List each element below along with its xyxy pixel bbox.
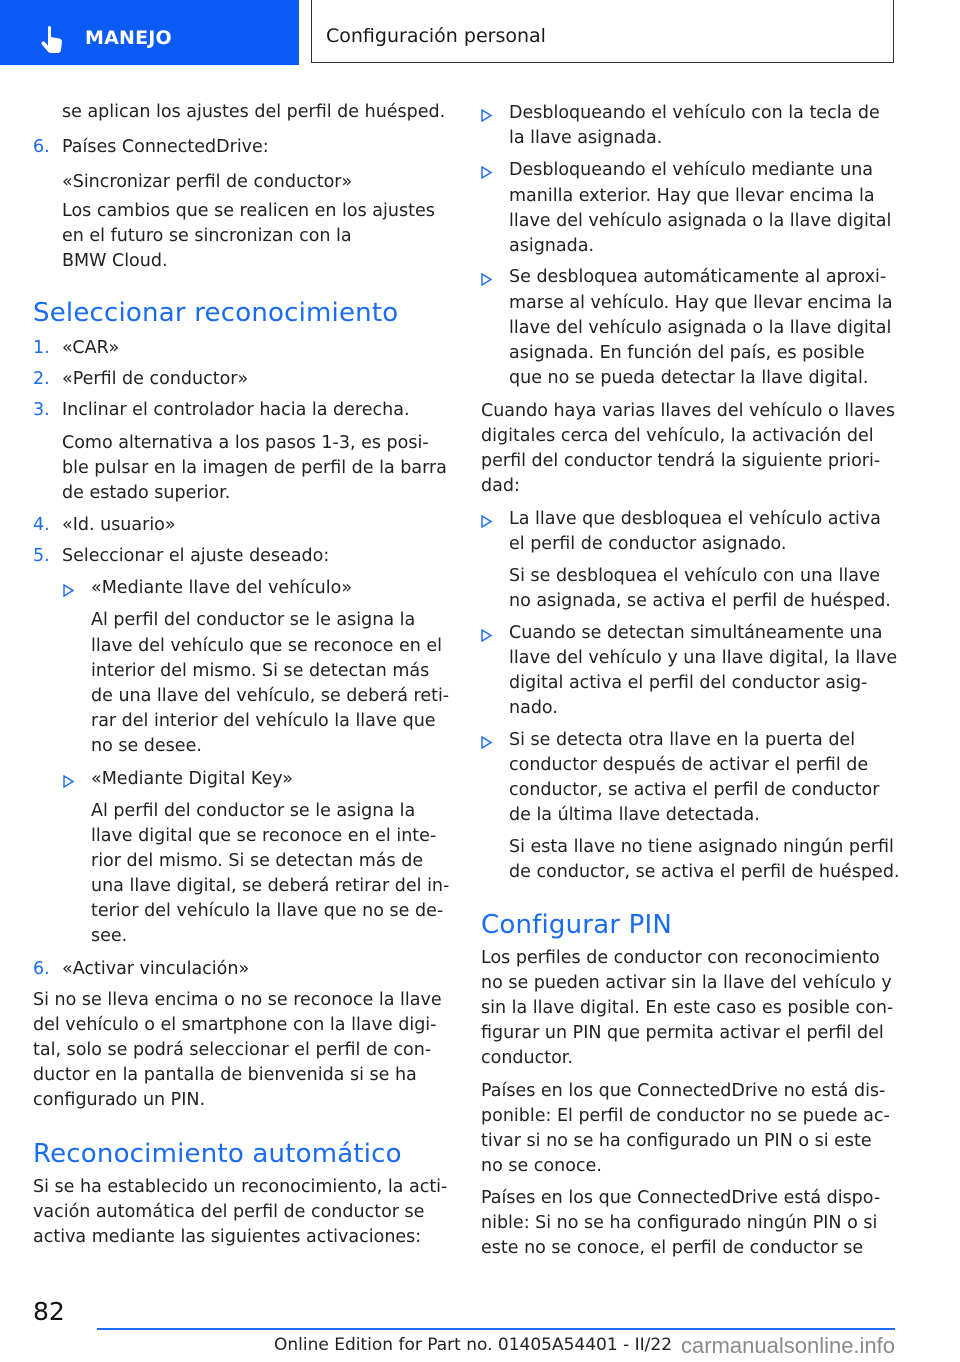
note-line: configurado un PIN. (33, 1090, 206, 1110)
list-item-line: La llave que desbloquea el vehículo activa (509, 509, 881, 529)
edition-text: Online Edition for Part no. 01405A54401 - II/22 (274, 1335, 673, 1355)
option-desc-line: rar del interior del vehículo la llave que (91, 711, 436, 731)
option-desc-line: llave digital que se reconoce en el inte- (91, 826, 437, 846)
hand-pointer-icon (40, 26, 64, 54)
section-heading: Seleccionar reconocimiento (33, 298, 399, 328)
step-number: 5. (33, 546, 50, 566)
step-text: Seleccionar el ajuste deseado: (62, 546, 330, 566)
watermark: carmanualsonline.info (681, 1333, 896, 1358)
step-number: 6. (33, 137, 50, 157)
triangle-bullet-icon (481, 736, 492, 749)
list-item-line: la llave asignada. (509, 128, 663, 148)
body-line: no se conoce. (481, 1156, 602, 1176)
option-desc-line: see. (91, 926, 128, 946)
list-item-line: llave del vehículo y una llave digital, la llave (509, 648, 898, 668)
triangle-bullet-icon (481, 629, 492, 642)
intro-line: se aplican los ajustes del perfil de huésped. (62, 102, 446, 122)
section-heading: Configurar PIN (481, 910, 673, 940)
chapter-title: Configuración personal (326, 25, 546, 47)
option-desc-line: no se desee. (91, 736, 202, 756)
step-number: 6. (33, 959, 50, 979)
triangle-bullet-icon (481, 166, 492, 179)
list-item-note-line: Si se desbloquea el vehículo con una llave (509, 566, 881, 586)
step-text: Países ConnectedDrive: (62, 137, 269, 157)
note-line: Si no se lleva encima o no se reconoce la llave (33, 990, 442, 1010)
triangle-bullet-icon (481, 515, 492, 528)
step-number: 4. (33, 515, 50, 535)
list-item-note-line: de conductor, se activa el perfil de huésped. (509, 862, 900, 882)
option-desc-line: de una llave del vehículo, se deberá reti- (91, 686, 450, 706)
body-line: este no se conoce, el perfil de conductor se (481, 1238, 864, 1258)
option-desc-line: rior del mismo. Si se detectan más de (91, 851, 424, 871)
body-line: vación automática del perfil de conductor se (33, 1202, 425, 1222)
triangle-bullet-icon (481, 273, 492, 286)
section-heading: Reconocimiento automático (33, 1139, 402, 1169)
body-line: no se pueden activar sin la llave del vehículo y (481, 973, 892, 993)
list-item-line: que no se pueda detectar la llave digital. (509, 368, 869, 388)
list-item-line: Cuando se detectan simultáneamente una (509, 623, 883, 643)
note-line: ductor en la pantalla de bienvenida si se ha (33, 1065, 417, 1085)
option-label: «Mediante llave del vehículo» (91, 578, 353, 598)
list-item-line: asignada. En función del país, es posible (509, 343, 865, 363)
list-item-line: Desbloqueando el vehículo con la tecla de (509, 103, 880, 123)
note-line: tal, solo se podrá seleccionar el perfil de con- (33, 1040, 432, 1060)
body-line: figurar un PIN que permita activar el perfil del (481, 1023, 884, 1043)
list-item-line: conductor después de activar el perfil de (509, 755, 869, 775)
list-item-note-line: Si esta llave no tiene asignado ningún perfil (509, 837, 894, 857)
option-label: «Mediante Digital Key» (91, 769, 293, 789)
body-line: Si se ha establecido un reconocimiento, la acti- (33, 1177, 448, 1197)
footer-divider (97, 1328, 895, 1330)
step-note-line: Como alternativa a los pasos 1-3, es posi- (62, 433, 429, 453)
step-number: 3. (33, 400, 50, 420)
body-line: tivar si no se ha configurado un PIN o si este (481, 1131, 872, 1151)
list-item-line: manilla exterior. Hay que llevar encima la (509, 186, 875, 206)
list-item-line: digital activa el perfil del conductor asig- (509, 673, 868, 693)
step-subtext: «Sincronizar perfil de conductor» (62, 172, 353, 192)
body-line: ponible: El perfil de conductor no se puede ac- (481, 1106, 890, 1126)
chapter-header (311, 0, 894, 63)
option-desc-line: una llave digital, se deberá retirar del in- (91, 876, 450, 896)
option-desc-line: terior del vehículo la llave que no se de- (91, 901, 444, 921)
body-line: nible: Si no se ha configurado ningún PIN o si (481, 1213, 878, 1233)
body-line: sin la llave digital. En este caso es posible con- (481, 998, 894, 1018)
section-label: MANEJO (85, 27, 172, 49)
step-note-line: Los cambios que se realicen en los ajustes (62, 201, 435, 221)
list-item-line: Se desbloquea automáticamente al aproxi- (509, 267, 887, 287)
step-text: «Id. usuario» (62, 515, 176, 535)
body-line: Cuando haya varias llaves del vehículo o llaves (481, 401, 895, 421)
body-line: activa mediante las siguientes activaciones: (33, 1227, 422, 1247)
triangle-bullet-icon (481, 109, 492, 122)
option-desc-line: Al perfil del conductor se le asigna la (91, 610, 416, 630)
body-line: perfil del conductor tendrá la siguiente priori- (481, 451, 881, 471)
triangle-bullet-icon (63, 775, 74, 788)
list-item-line: asignada. (509, 236, 595, 256)
body-line: conductor. (481, 1048, 573, 1068)
page-number: 82 (33, 1297, 65, 1326)
note-line: del vehículo o el smartphone con la llave digi- (33, 1015, 437, 1035)
list-item-line: Si se detecta otra llave en la puerta del (509, 730, 856, 750)
list-item-line: conductor, se activa el perfil de conductor (509, 780, 880, 800)
body-line: dad: (481, 476, 520, 496)
list-item-line: Desbloqueando el vehículo mediante una (509, 160, 874, 180)
list-item-line: llave del vehículo asignada o la llave digital (509, 318, 892, 338)
option-desc-line: llave del vehículo que se reconoce en el (91, 636, 443, 656)
body-line: digitales cerca del vehículo, la activación del (481, 426, 874, 446)
triangle-bullet-icon (63, 584, 74, 597)
body-line: Países en los que ConnectedDrive no está dis- (481, 1081, 886, 1101)
list-item-note-line: no asignada, se activa el perfil de huésped. (509, 591, 891, 611)
body-line: Países en los que ConnectedDrive está dispo- (481, 1188, 881, 1208)
section-tab (0, 0, 299, 65)
list-item-line: llave del vehículo asignada o la llave digital (509, 211, 892, 231)
step-text: «Activar vinculación» (62, 959, 250, 979)
list-item-line: el perfil de conductor asignado. (509, 534, 787, 554)
step-text: Inclinar el controlador hacia la derecha. (62, 400, 410, 420)
step-note-line: en el futuro se sincronizan con la (62, 226, 352, 246)
step-number: 2. (33, 369, 50, 389)
list-item-line: nado. (509, 698, 558, 718)
step-note-line: ble pulsar en la imagen de perfil de la barra (62, 458, 447, 478)
list-item-line: marse al vehículo. Hay que llevar encima la (509, 293, 893, 313)
option-desc-line: Al perfil del conductor se le asigna la (91, 801, 416, 821)
step-text: «CAR» (62, 338, 120, 358)
step-number: 1. (33, 338, 50, 358)
option-desc-line: interior del mismo. Si se detectan más (91, 661, 430, 681)
step-note-line: BMW Cloud. (62, 251, 168, 271)
step-text: «Perfil de conductor» (62, 369, 249, 389)
body-line: Los perfiles de conductor con reconocimiento (481, 948, 880, 968)
step-note-line: de estado superior. (62, 483, 231, 503)
list-item-line: de la última llave detectada. (509, 805, 760, 825)
